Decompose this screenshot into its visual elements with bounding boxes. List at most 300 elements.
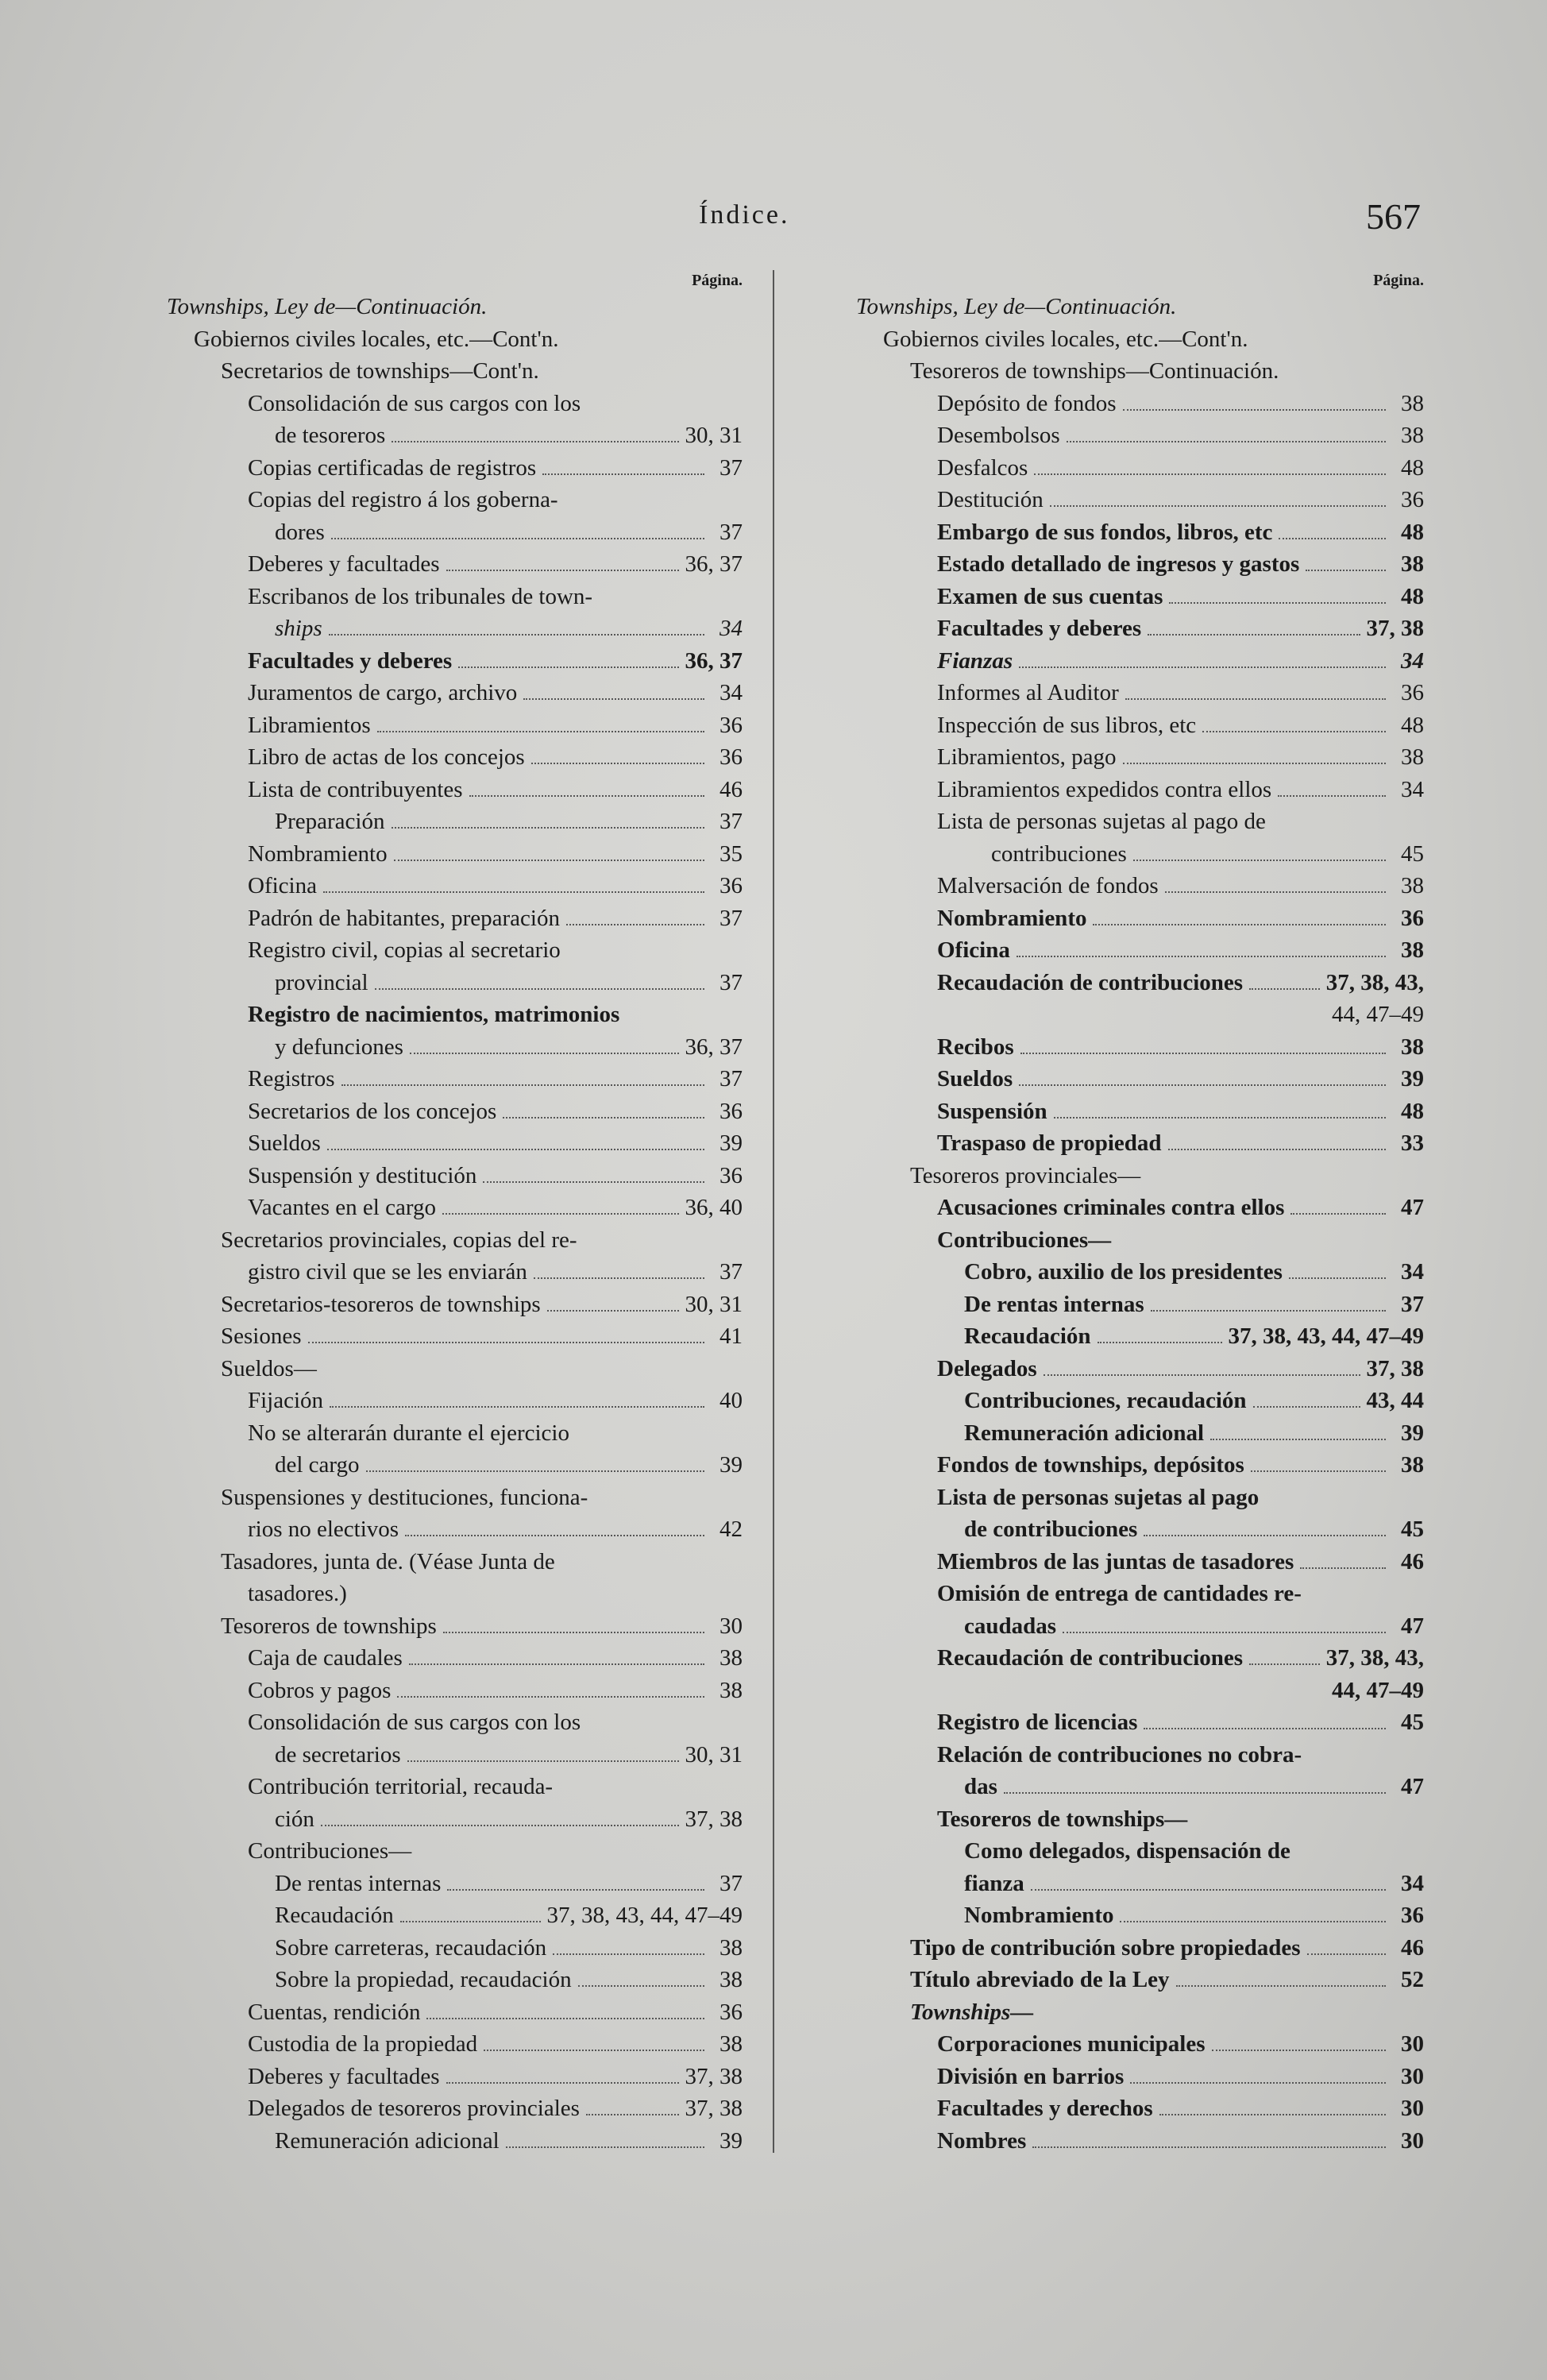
entry-label: Padrón de habitantes, preparación <box>248 905 560 931</box>
entry-page-ref: 30, 31 <box>685 1291 743 1317</box>
index-entry <box>167 1385 743 1417</box>
entry-page-ref: 38 <box>1401 1034 1424 1060</box>
index-entry <box>856 419 1424 452</box>
index-entry <box>167 645 743 678</box>
leader-dots <box>1151 1310 1386 1312</box>
leader-dots <box>553 1953 704 1955</box>
entry-page-ref: 40 <box>719 1388 743 1413</box>
entry-label: Lista de personas sujetas al pago de <box>937 809 1266 834</box>
pagina-label-right: Página. <box>1373 272 1424 289</box>
leader-dots <box>1120 1921 1386 1922</box>
entry-label: Suspensión y destitución <box>248 1162 477 1188</box>
index-entry <box>167 1996 743 2029</box>
entry-page-ref: 44, 47–49 <box>1332 1002 1424 1027</box>
entry-label: Delegados de tesoreros provinciales <box>248 2096 580 2121</box>
entry-label: caudadas <box>964 1613 1057 1639</box>
entry-label: dores <box>275 519 325 545</box>
entry-label: Nombramiento <box>964 1903 1114 1928</box>
index-entry <box>167 1417 743 1450</box>
entry-page-ref: 37, 38 <box>685 2063 743 2089</box>
entry-label: Destitución <box>937 487 1044 512</box>
index-entry <box>856 1771 1424 1803</box>
index-entry <box>856 1675 1424 1707</box>
leader-dots <box>308 1342 705 1343</box>
index-entry <box>167 323 743 356</box>
entry-label: Gobiernos civiles locales, etc.—Cont'n. <box>883 326 1248 352</box>
entry-label: No se alterarán durante el ejercicio <box>248 1420 569 1446</box>
entry-label: Suspensiones y destituciones, funciona- <box>221 1484 588 1510</box>
entry-label: De rentas internas <box>275 1870 442 1896</box>
entry-label: Tipo de contribución sobre propiedades <box>910 1934 1301 1961</box>
entry-page-ref: 37 <box>719 1066 743 1091</box>
entry-page-ref: 45 <box>1401 1516 1424 1542</box>
entry-page-ref: 37 <box>719 519 743 545</box>
entry-label: del cargo <box>275 1452 360 1478</box>
index-entry <box>167 1513 743 1546</box>
index-entry <box>856 2125 1424 2158</box>
index-entry <box>167 1482 743 1514</box>
index-column-left <box>167 270 743 2157</box>
entry-label: Lista de personas sujetas al pago <box>937 1484 1260 1510</box>
index-entry <box>167 355 743 388</box>
entry-label: Miembros de las juntas de tasadores <box>937 1548 1294 1574</box>
entry-label: Informes al Auditor <box>937 680 1119 705</box>
leader-dots <box>547 1310 679 1312</box>
page-number: 567 <box>1366 196 1421 237</box>
entry-page-ref: 38 <box>1401 873 1424 898</box>
leader-dots <box>410 1053 679 1054</box>
leader-dots <box>1019 1084 1386 1086</box>
leader-dots <box>534 1277 704 1279</box>
entry-label: Tesoreros de townships <box>221 1613 437 1639</box>
index-entry <box>167 1031 743 1064</box>
leader-dots <box>586 2114 679 2115</box>
entry-page-ref: 36 <box>1401 487 1424 512</box>
entry-label: de contribuciones <box>964 1516 1138 1542</box>
leader-dots <box>1212 2050 1386 2051</box>
entry-label: contribuciones <box>991 840 1127 867</box>
entry-label: Gobiernos civiles locales, etc.—Cont'n. <box>194 326 559 352</box>
entry-label: Cuentas, rendición <box>248 1999 421 2025</box>
entry-label: Recaudación <box>964 1323 1091 1349</box>
entry-page-ref: 37, 38, 43, 44, 47–49 <box>546 1903 743 1928</box>
entry-label: Recaudación de contribuciones <box>937 969 1244 995</box>
index-entry <box>856 741 1424 774</box>
entry-label: Acusaciones criminales contra ellos <box>937 1195 1285 1220</box>
index-entry <box>167 1256 743 1289</box>
entry-page-ref: 43, 44 <box>1366 1388 1424 1413</box>
index-entry <box>167 1803 743 1836</box>
leader-dots <box>1034 473 1386 475</box>
entry-label: Delegados <box>937 1355 1037 1381</box>
leader-dots <box>331 538 704 539</box>
entry-label: División en barrios <box>937 2063 1125 2089</box>
index-entry <box>167 2028 743 2061</box>
entry-page-ref: 48 <box>1401 712 1424 738</box>
index-entry <box>856 1353 1424 1385</box>
entry-label: Nombramiento <box>248 840 388 867</box>
entry-page-ref: 48 <box>1401 454 1424 481</box>
entry-label: Copias certificadas de registros <box>248 454 537 481</box>
entry-label: Fondos de townships, depósitos <box>937 1452 1244 1478</box>
index-column-right <box>856 270 1424 2157</box>
entry-label: tasadores.) <box>248 1581 347 1606</box>
leader-dots <box>446 570 679 571</box>
column-divider <box>773 270 774 2153</box>
index-entry <box>167 934 743 967</box>
entry-page-ref: 30, 31 <box>685 423 743 448</box>
entry-label: Sueldos <box>248 1130 321 1156</box>
entry-page-ref: 38 <box>1401 551 1424 577</box>
entry-label: Townships, Ley de—Continuación. <box>856 294 1177 319</box>
index-entry <box>856 1320 1424 1353</box>
leader-dots <box>1031 1889 1386 1891</box>
index-entry <box>856 1932 1424 1965</box>
entry-page-ref: 48 <box>1401 583 1424 609</box>
entry-label: Traspaso de propiedad <box>937 1130 1162 1156</box>
index-entry <box>167 1739 743 1771</box>
index-entry <box>856 806 1424 838</box>
index-entry <box>167 2125 743 2158</box>
index-entry <box>167 612 743 645</box>
index-entry <box>856 677 1424 709</box>
entry-page-ref: 39 <box>1401 1066 1424 1091</box>
entry-label: Suspensión <box>937 1098 1047 1124</box>
leader-dots <box>1130 2082 1386 2084</box>
leader-dots <box>1133 860 1386 861</box>
leader-dots <box>1249 988 1320 990</box>
entry-label: Vacantes en el cargo <box>248 1195 436 1220</box>
index-entry <box>856 870 1424 902</box>
index-entry <box>167 1289 743 1321</box>
leader-dots <box>1249 1663 1320 1665</box>
index-entry <box>167 1835 743 1868</box>
entry-label: Cobros y pagos <box>248 1677 392 1703</box>
leader-dots <box>1144 1535 1386 1536</box>
entry-label: Consolidación de sus cargos con los <box>248 390 581 416</box>
entry-label: Cobro, auxilio de los presidentes <box>964 1259 1283 1285</box>
index-entry <box>856 2092 1424 2125</box>
leader-dots <box>1054 1117 1386 1119</box>
entry-page-ref: 30 <box>1401 2031 1424 2057</box>
entry-label: Lista de contribuyentes <box>248 776 463 802</box>
leader-dots <box>407 1760 679 1762</box>
entry-label: Preparación <box>275 809 385 834</box>
entry-label: Tesoreros de townships— <box>937 1806 1188 1832</box>
index-entry <box>856 2061 1424 2093</box>
leader-dots <box>1004 1792 1386 1794</box>
entry-label: Deberes y facultades <box>248 2063 440 2089</box>
leader-dots <box>397 1696 704 1698</box>
entry-page-ref: 36, 37 <box>685 647 743 674</box>
index-entry <box>856 2028 1424 2061</box>
entry-label: Libramientos, pago <box>937 744 1117 770</box>
entry-page-ref: 37 <box>719 809 743 834</box>
leader-dots <box>1168 1149 1386 1150</box>
entry-label: Estado detallado de ingresos y gastos <box>937 551 1300 577</box>
leader-dots <box>1279 538 1386 539</box>
entry-page-ref: 36 <box>719 712 743 738</box>
entry-page-ref: 41 <box>719 1323 743 1349</box>
entry-page-ref: 34 <box>1401 1259 1424 1285</box>
entry-label: Townships— <box>910 1999 1034 2025</box>
leader-dots <box>531 763 704 764</box>
entry-label: Sobre la propiedad, recaudación <box>275 1967 572 1992</box>
leader-dots <box>1307 1953 1387 1955</box>
leader-dots <box>329 634 704 636</box>
leader-dots <box>542 473 704 475</box>
index-entry <box>167 1964 743 1996</box>
index-entry <box>167 1610 743 1643</box>
index-entry <box>167 806 743 838</box>
entry-label: Deberes y facultades <box>248 551 440 577</box>
index-entry <box>856 1095 1424 1128</box>
entry-label: Recaudación de contribuciones <box>937 1645 1244 1671</box>
entry-label: Depósito de fondos <box>937 390 1117 416</box>
entry-label: Copias del registro á los goberna- <box>248 487 558 512</box>
leader-dots <box>1044 1374 1360 1376</box>
leader-dots <box>1123 763 1386 764</box>
leader-dots <box>1019 666 1386 668</box>
leader-dots <box>1098 1342 1222 1343</box>
entry-label: Libramientos expedidos contra ellos <box>937 776 1272 802</box>
index-entry <box>167 677 743 709</box>
entry-page-ref: 37 <box>719 454 743 481</box>
index-entry <box>856 934 1424 967</box>
leader-dots <box>446 2082 679 2084</box>
index-entry <box>856 1610 1424 1643</box>
entry-page-ref: 30 <box>1401 2127 1424 2154</box>
entry-label: Título abreviado de la Ley <box>910 1967 1170 1992</box>
entry-page-ref: 38 <box>1401 1452 1424 1478</box>
leader-dots <box>1278 795 1386 797</box>
entry-label: Consolidación de sus cargos con los <box>248 1710 581 1735</box>
entry-label: Libramientos <box>248 712 371 738</box>
entry-page-ref: 37 <box>719 969 743 995</box>
index-entry <box>167 581 743 613</box>
entry-label: Remuneración adicional <box>964 1420 1205 1446</box>
leader-dots <box>1063 1632 1386 1633</box>
entry-page-ref: 37 <box>719 1870 743 1896</box>
entry-page-ref: 39 <box>1401 1420 1424 1446</box>
pagina-label-left: Página. <box>692 272 743 289</box>
index-entry <box>856 645 1424 678</box>
entry-label: ships <box>275 616 322 641</box>
entry-page-ref: 39 <box>719 1130 743 1156</box>
entry-label: Escribanos de los tribunales de town- <box>248 583 593 609</box>
entry-label: Tasadores, junta de. (Véase Junta de <box>221 1548 555 1574</box>
leader-dots <box>578 1985 704 1987</box>
index-entry <box>167 741 743 774</box>
entry-page-ref: 34 <box>719 680 743 705</box>
leader-dots <box>1032 2146 1386 2148</box>
index-entry <box>856 1513 1424 1546</box>
entry-page-ref: 42 <box>719 1516 743 1542</box>
index-entry <box>167 1160 743 1192</box>
index-entry <box>167 291 743 323</box>
leader-dots <box>469 795 704 797</box>
entry-label: Malversación de fondos <box>937 873 1159 898</box>
leader-dots <box>1148 634 1360 636</box>
leader-dots <box>1125 698 1386 700</box>
index-entry <box>856 355 1424 388</box>
entry-page-ref: 38 <box>1401 937 1424 963</box>
entry-label: Facultades y deberes <box>248 647 453 674</box>
index-entry <box>856 1899 1424 1932</box>
entry-label: Embargo de sus fondos, libros, etc <box>937 519 1273 545</box>
entry-page-ref: 30 <box>719 1613 743 1639</box>
entry-page-ref: 37, 38, 43, <box>1325 969 1424 995</box>
index-entry <box>167 870 743 902</box>
index-entry <box>167 2061 743 2093</box>
index-entry <box>856 1417 1424 1450</box>
index-entry <box>167 452 743 485</box>
entry-label: Secretarios provinciales, copias del re- <box>221 1227 577 1253</box>
index-entry <box>167 1095 743 1128</box>
entry-label: Contribuciones— <box>248 1838 412 1864</box>
entry-label: Juramentos de cargo, archivo <box>248 680 518 705</box>
index-entry <box>167 1706 743 1739</box>
entry-label: Contribución territorial, recauda- <box>248 1774 554 1799</box>
index-entry <box>167 1642 743 1675</box>
entry-label: provincial <box>275 969 368 995</box>
entry-page-ref: 46 <box>719 776 743 802</box>
entry-label: Secretarios de los concejos <box>248 1098 497 1124</box>
leader-dots <box>1290 1213 1386 1215</box>
index-entry <box>167 1546 743 1578</box>
index-entry <box>167 1675 743 1707</box>
entry-page-ref: 45 <box>1401 1710 1424 1735</box>
entry-label: Contribuciones, recaudación <box>964 1388 1247 1413</box>
entry-page-ref: 34 <box>719 616 743 641</box>
leader-dots <box>1210 1439 1386 1440</box>
index-entry <box>856 388 1424 420</box>
index-entry <box>856 1482 1424 1514</box>
entry-page-ref: 36 <box>1401 1903 1424 1928</box>
entry-page-ref: 47 <box>1401 1195 1424 1220</box>
leader-dots <box>330 1406 704 1408</box>
entry-label: Secretarios-tesoreros de townships <box>221 1291 541 1317</box>
entry-page-ref: 36 <box>719 1098 743 1124</box>
leader-dots <box>1251 1470 1386 1472</box>
index-entry <box>856 709 1424 742</box>
index-list-right <box>856 291 1424 2157</box>
entry-label: Sobre carreteras, recaudación <box>275 1934 547 1961</box>
entry-page-ref: 36 <box>719 873 743 898</box>
entry-label: Recibos <box>937 1034 1014 1060</box>
index-entry <box>856 967 1424 999</box>
entry-page-ref: 38 <box>719 1934 743 1961</box>
index-entry <box>856 1031 1424 1064</box>
entry-page-ref: 36 <box>719 744 743 770</box>
entry-label: Tesoreros provinciales— <box>910 1162 1141 1188</box>
index-entry <box>167 709 743 742</box>
index-entry <box>856 1996 1424 2029</box>
leader-dots <box>409 1663 704 1665</box>
leader-dots <box>1165 891 1386 893</box>
entry-page-ref: 30 <box>1401 2063 1424 2089</box>
entry-page-ref: 36 <box>719 1999 743 2025</box>
entry-label: Fijación <box>248 1388 324 1413</box>
index-entry <box>167 774 743 806</box>
entry-label: gistro civil que se les enviarán <box>248 1259 527 1285</box>
entry-label: Oficina <box>248 873 317 898</box>
index-entry <box>167 1192 743 1224</box>
entry-page-ref: 37 <box>719 1259 743 1285</box>
entry-page-ref: 39 <box>719 2127 743 2154</box>
leader-dots <box>1306 570 1386 571</box>
index-entry <box>856 1964 1424 1996</box>
index-entry <box>856 1289 1424 1321</box>
entry-page-ref: 47 <box>1401 1774 1424 1799</box>
leader-dots <box>426 2018 704 2019</box>
leader-dots <box>1169 602 1386 604</box>
index-entry <box>856 1192 1424 1224</box>
leader-dots <box>458 666 678 668</box>
index-entry <box>856 516 1424 549</box>
entry-page-ref: 39 <box>719 1452 743 1478</box>
index-entry <box>856 612 1424 645</box>
entry-label: Oficina <box>937 937 1010 963</box>
entry-page-ref: 34 <box>1401 1870 1424 1896</box>
leader-dots <box>327 1149 704 1150</box>
entry-label: Sesiones <box>221 1323 302 1349</box>
index-entry <box>856 1642 1424 1675</box>
leader-dots <box>1289 1277 1386 1279</box>
entry-page-ref: 46 <box>1401 1934 1424 1961</box>
leader-dots <box>392 827 705 829</box>
entry-label: Desfalcos <box>937 454 1028 481</box>
leader-dots <box>447 1889 704 1891</box>
index-entry <box>856 484 1424 516</box>
leader-dots <box>323 891 704 893</box>
index-entry <box>167 548 743 581</box>
entry-page-ref: 35 <box>719 840 743 867</box>
leader-dots <box>442 1213 679 1215</box>
entry-label: Facultades y deberes <box>937 616 1142 641</box>
leader-dots <box>394 860 704 861</box>
entry-page-ref: 38 <box>1401 390 1424 416</box>
index-entry <box>167 1771 743 1803</box>
index-entry <box>856 1385 1424 1417</box>
entry-page-ref: 30 <box>1401 2096 1424 2121</box>
entry-label: Townships, Ley de—Continuación. <box>167 294 488 319</box>
leader-dots <box>484 2050 704 2051</box>
index-entry <box>167 902 743 935</box>
index-entry <box>856 838 1424 871</box>
entry-page-ref: 52 <box>1401 1967 1424 1992</box>
index-entry <box>167 1127 743 1160</box>
entry-label: Contribuciones— <box>937 1227 1112 1253</box>
index-entry <box>856 1449 1424 1482</box>
index-entry <box>856 1706 1424 1739</box>
index-entry <box>856 323 1424 356</box>
leader-dots <box>400 1921 541 1922</box>
leader-dots <box>566 924 704 925</box>
entry-page-ref: 45 <box>1401 840 1424 867</box>
leader-dots <box>523 698 704 700</box>
leader-dots <box>1093 924 1386 925</box>
index-entry <box>167 967 743 999</box>
entry-page-ref: 38 <box>1401 744 1424 770</box>
entry-label: Caja de caudales <box>248 1645 403 1671</box>
entry-label: Inspección de sus libros, etc <box>937 712 1197 738</box>
entry-label: Desembolsos <box>937 423 1060 448</box>
index-entry <box>167 484 743 516</box>
entry-label: Custodia de la propiedad <box>248 2031 478 2057</box>
entry-page-ref: 36, 40 <box>685 1195 743 1220</box>
entry-page-ref: 37, 38 <box>685 2096 743 2121</box>
